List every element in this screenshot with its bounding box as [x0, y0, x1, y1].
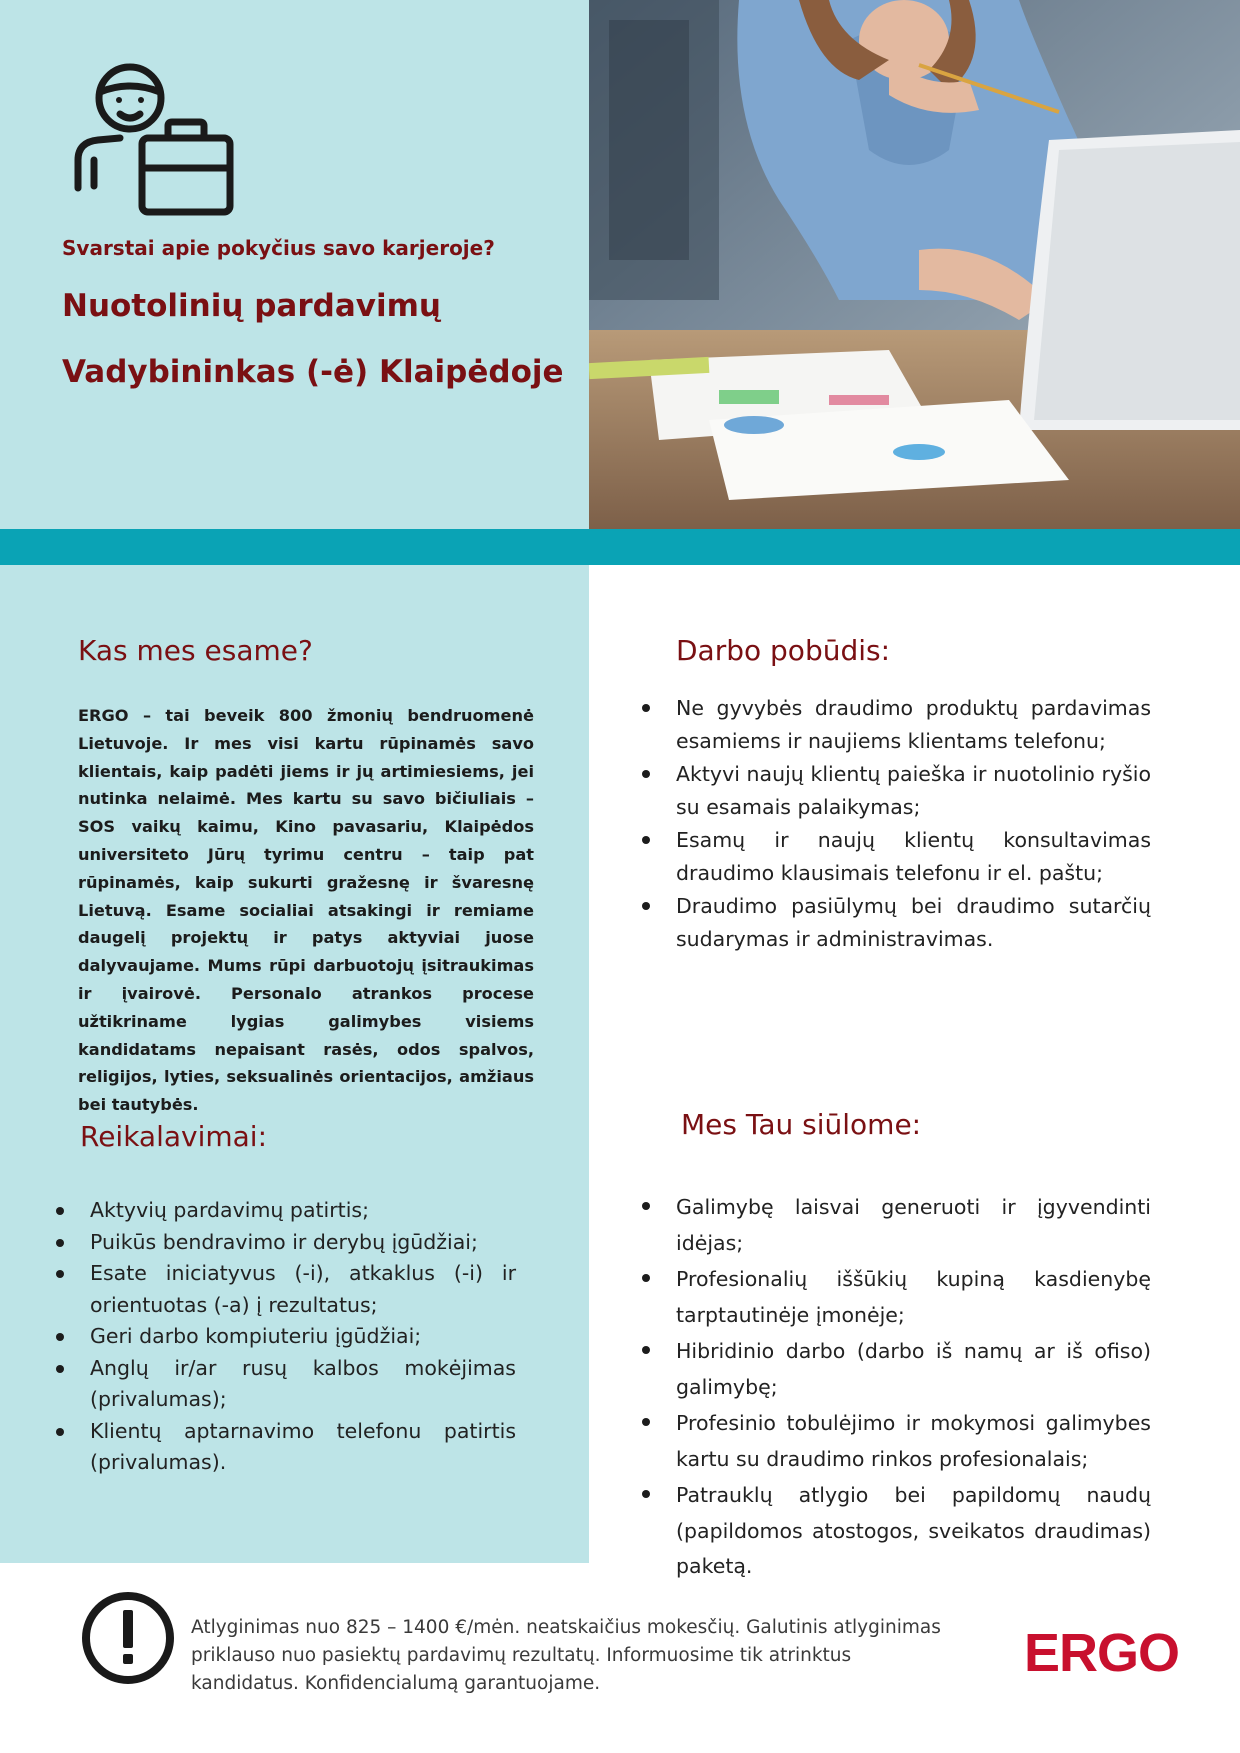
list-item: Anglų ir/ar rusų kalbos mokėjimas (privalumas);: [90, 1353, 516, 1416]
list-item: Esate iniciatyvus (-i), atkaklus (-i) ir orientuotas (-a) į rezultatus;: [90, 1258, 516, 1321]
list-item: Geri darbo kompiuteriu įgūdžiai;: [90, 1321, 516, 1353]
list-item: Profesinio tobulėjimo ir mokymosi galimybes kartu su draudimo rinkos profesionalais;: [676, 1406, 1151, 1477]
ergo-logo: ERGO: [1024, 1623, 1180, 1683]
header-subtitle: Svarstai apie pokyčius savo karjeroje?: [62, 236, 495, 260]
list-item: Patrauklų atlygio bei papildomų naudų (papildomos atostogos, sveikatos draudimas) paketą.: [676, 1478, 1151, 1585]
list-item: Klientų aptarnavimo telefonu patirtis (privalumas).: [90, 1416, 516, 1479]
employee-briefcase-icon: [70, 60, 235, 224]
list-item: Aktyvi naujų klientų paieška ir nuotolinio ryšio su esamais palaikymas;: [676, 758, 1151, 824]
requirements-heading: Reikalavimai:: [80, 1120, 268, 1153]
list-item: Esamų ir naujų klientų konsultavimas draudimo klausimais telefonu ir el. paštu;: [676, 824, 1151, 890]
woman-at-laptop-photo: [589, 0, 1240, 529]
list-item: Hibridinio darbo (darbo iš namų ar iš ofiso) galimybę;: [676, 1334, 1151, 1405]
list-item: Ne gyvybės draudimo produktų pardavimas esamiems ir naujiems klientams telefonu;: [676, 692, 1151, 758]
duties-heading: Darbo pobūdis:: [676, 634, 891, 667]
job-title-line-1: Nuotolinių pardavimų: [62, 288, 441, 324]
list-item: Galimybę laisvai generuoti ir įgyvendinti idėjas;: [676, 1190, 1151, 1261]
list-item: Draudimo pasiūlymų bei draudimo sutarčių sudarymas ir administravimas.: [676, 890, 1151, 956]
exclamation-circle-icon: [80, 1590, 176, 1690]
duties-list: [676, 692, 1151, 956]
offers-heading: Mes Tau siūlome:: [681, 1108, 922, 1141]
accent-band: [0, 529, 1240, 565]
list-item: Aktyvių pardavimų patirtis;: [90, 1195, 516, 1227]
list-item: Puikūs bendravimo ir derybų įgūdžiai;: [90, 1227, 516, 1259]
offers-list: [676, 1190, 1151, 1586]
about-text: ERGO – tai beveik 800 žmonių bendruomenė Lietuvoje. Ir mes visi kartu rūpinamės savo klientais, kaip padėti jiems ir jų artimiesiems, jei nutinka nelaimė. Mes kartu su savo bičiuliais – SOS vaikų kaimu, Kino pavasariu, Klaipėdos universiteto Jūrų tyrimu centru – taip pat rūpinamės, kaip sukurti gražesnę ir švaresnę Lietuvą. Esame socialiai atsakingi ir remiame daugelį projektų ir patys aktyviai juose dalyvaujame. Mums rūpi darbuotojų įsitraukimas ir įvairovė. Personalo atrankos procese užtikriname lygias galimybes visiems kandidatams nepaisant rasės, odos spalvos, religijos, lyties, seksualinės orientacijos, amžiaus bei tautybės.: [78, 706, 534, 1115]
about-heading: Kas mes esame?: [78, 634, 313, 667]
requirements-list: [90, 1195, 516, 1479]
job-title-line-2: Vadybininkas (-ė) Klaipėdoje: [62, 354, 564, 390]
list-item: Profesionalių iššūkių kupiną kasdienybę tarptautinėje įmonėje;: [676, 1262, 1151, 1333]
salary-note: Atlyginimas nuo 825 – 1400 €/mėn. neatskaičius mokesčių. Galutinis atlyginimas priklauso nuo pasiektų pardavimų rezultatų. Informuosime tik atrinktus kandidatus. Konfidencialumą garantuojame.: [191, 1617, 941, 1694]
